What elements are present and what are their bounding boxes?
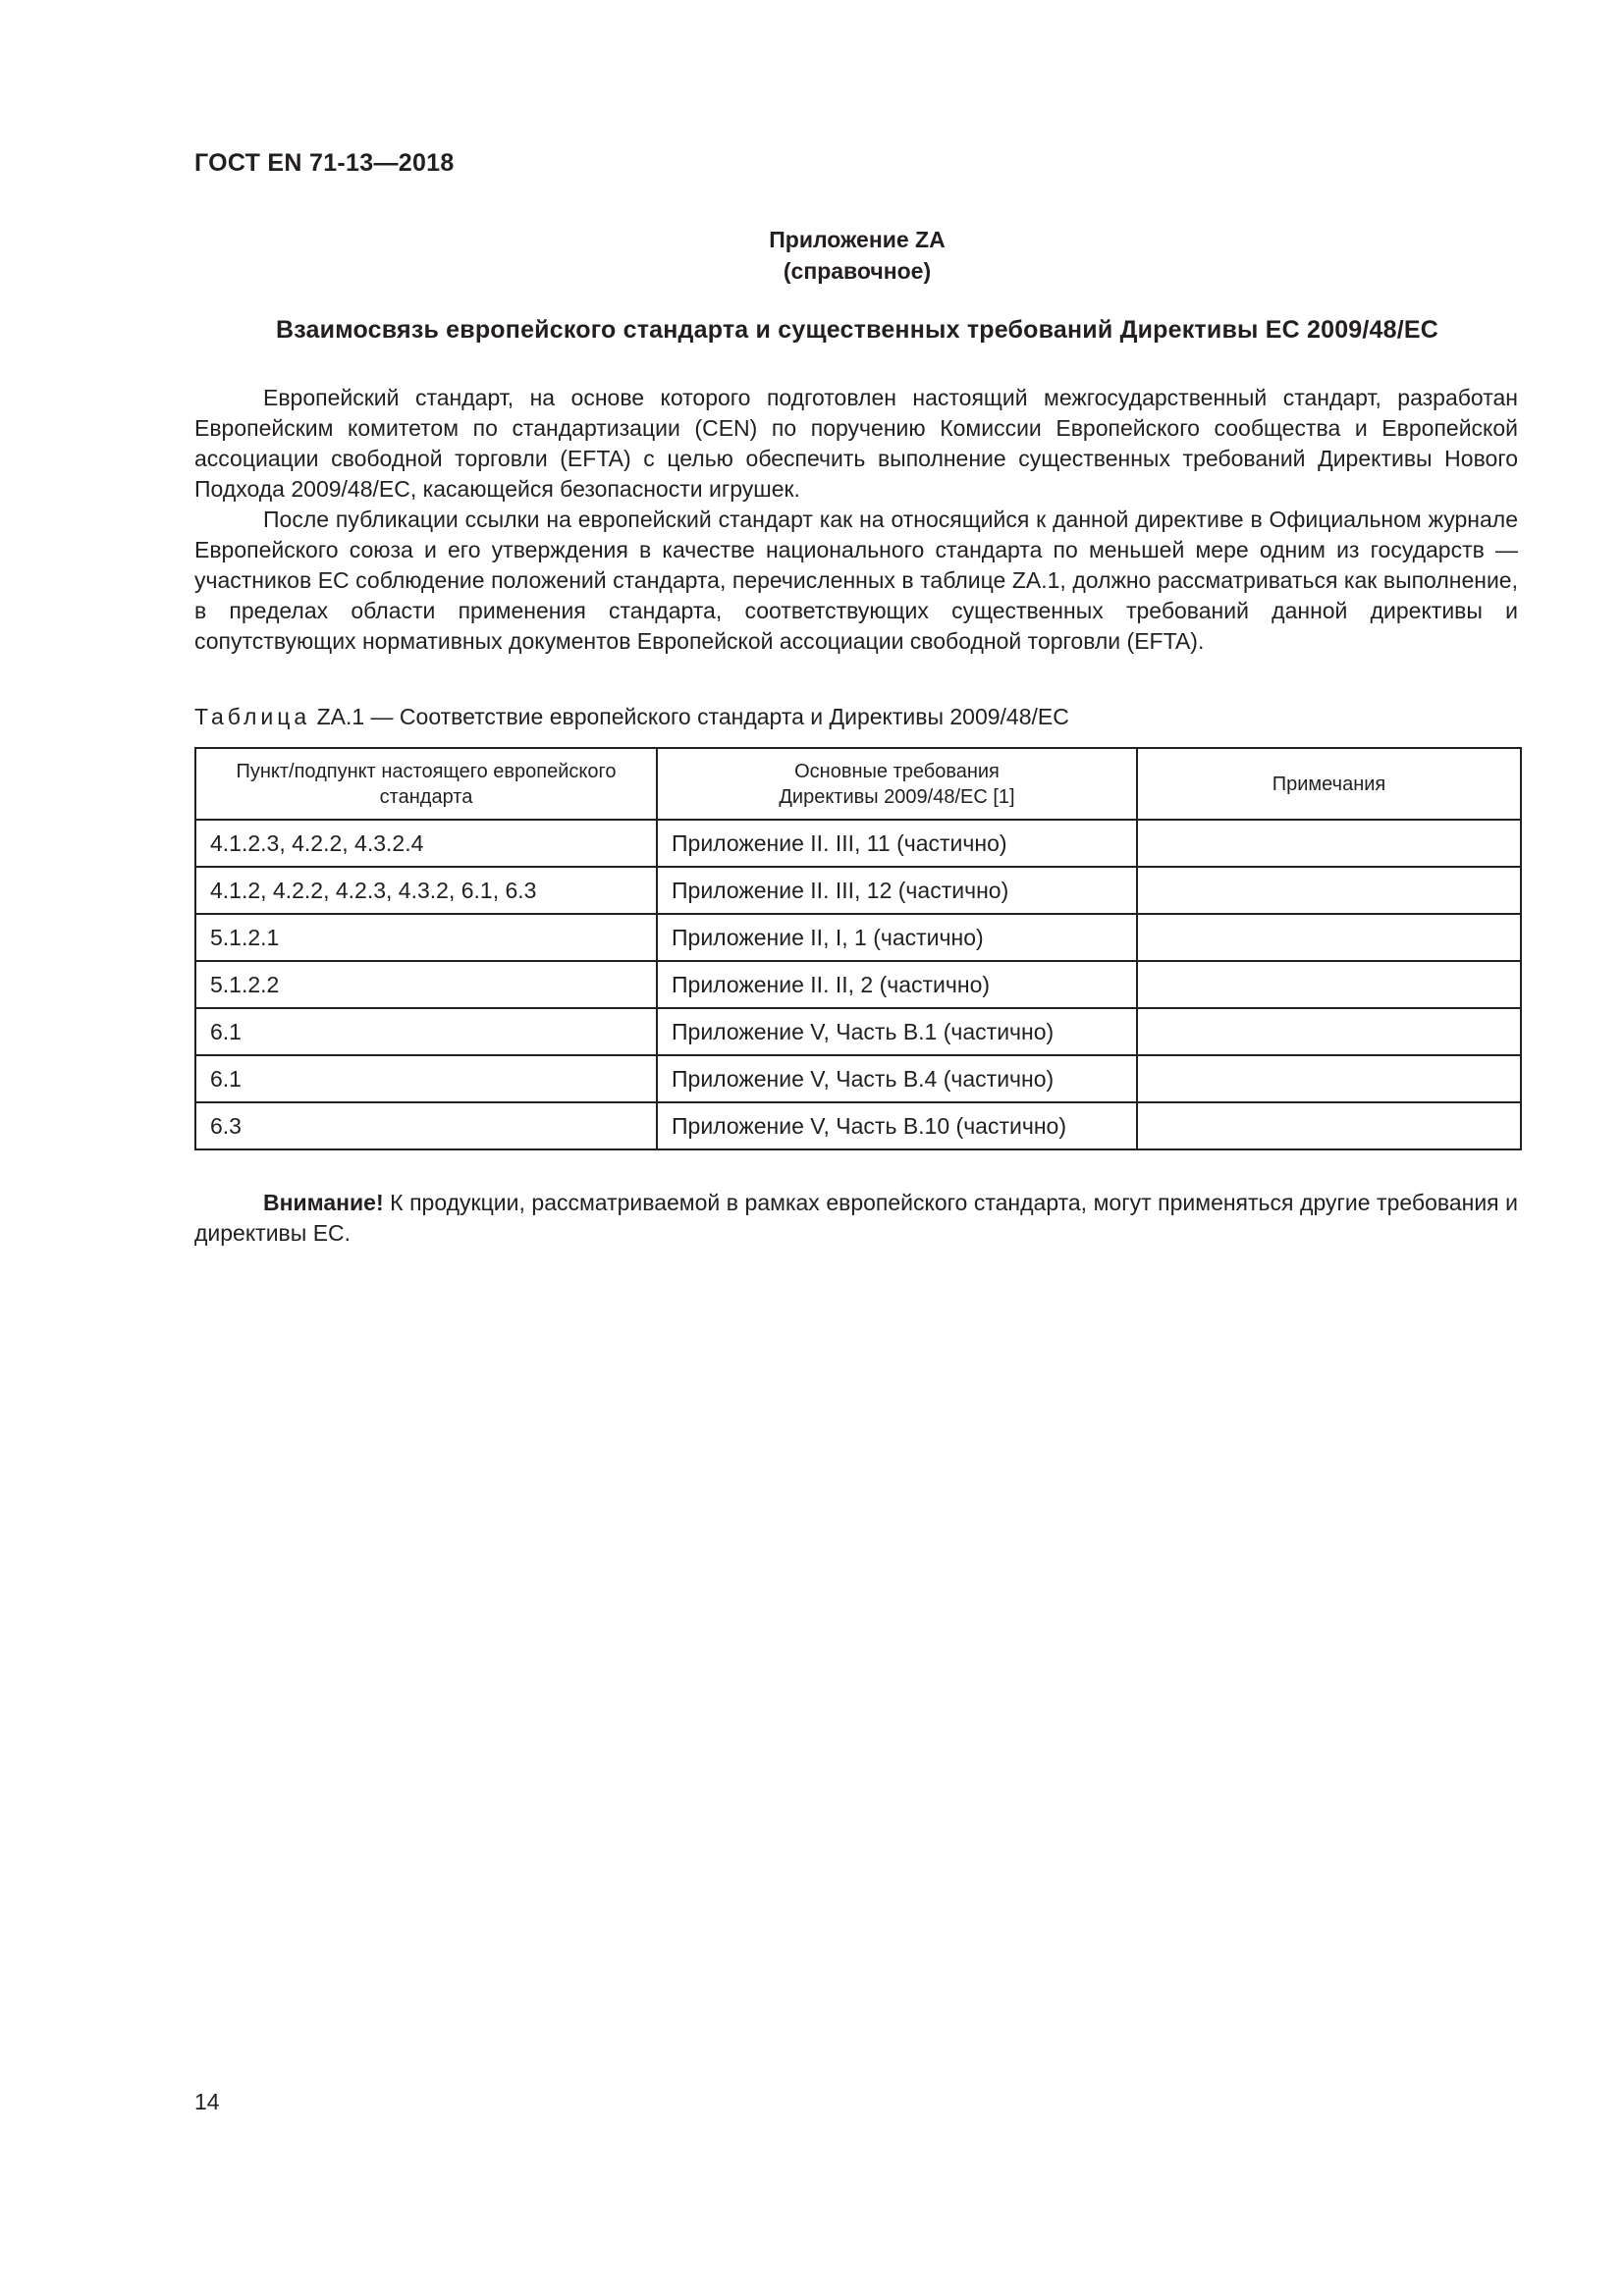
warning-note <box>194 1188 1518 1249</box>
table-header <box>195 748 1521 820</box>
appendix-title: Приложение ZA <box>769 227 946 252</box>
document-code: ГОСТ EN 71-13—2018 <box>194 149 455 177</box>
table-caption-text: ZA.1 — Соответствие европейского стандарта и Директивы 2009/48/ЕС <box>316 704 1069 729</box>
table-row <box>195 867 1521 914</box>
cell-note <box>1137 1102 1521 1149</box>
cell-note <box>1137 914 1521 961</box>
table-row <box>195 1008 1521 1055</box>
header-clause <box>195 748 657 820</box>
cell-requirement: Приложение II. III, 11 (частично) <box>657 820 1137 867</box>
paragraph-1 <box>194 383 1518 505</box>
header-clause-line2: стандарта <box>379 785 473 808</box>
table-row <box>195 914 1521 961</box>
warning-label: Внимание! <box>263 1190 384 1215</box>
cell-clause: 6.3 <box>195 1102 657 1149</box>
cell-requirement: Приложение II, I, 1 (частично) <box>657 914 1137 961</box>
table-header-row <box>195 748 1521 820</box>
cell-clause: 5.1.2.2 <box>195 961 657 1008</box>
appendix-subtitle: (справочное) <box>783 258 932 284</box>
page-number: 14 <box>194 2089 220 2114</box>
table-row <box>195 1102 1521 1149</box>
cell-clause: 6.1 <box>195 1055 657 1102</box>
section-heading: Взаимосвязь европейского стандарта и существенных требований Директивы ЕС 2009/48/ЕС <box>275 316 1439 344</box>
cell-note <box>1137 867 1521 914</box>
header-requirements <box>657 748 1137 820</box>
cell-clause: 6.1 <box>195 1008 657 1055</box>
cell-note <box>1137 820 1521 867</box>
cell-clause: 5.1.2.1 <box>195 914 657 961</box>
header-requirements-line2: Директивы 2009/48/ЕС [1] <box>779 785 1015 808</box>
table-row <box>195 1055 1521 1102</box>
table-body <box>195 820 1521 1149</box>
cell-requirement: Приложение V, Часть В.4 (частично) <box>657 1055 1137 1102</box>
table-caption <box>194 704 1069 730</box>
cell-note <box>1137 1055 1521 1102</box>
cell-requirement: Приложение II. II, 2 (частично) <box>657 961 1137 1008</box>
table-row <box>195 961 1521 1008</box>
cell-clause: 4.1.2, 4.2.2, 4.2.3, 4.3.2, 6.1, 6.3 <box>195 867 657 914</box>
paragraph-2 <box>194 505 1518 657</box>
cell-note <box>1137 961 1521 1008</box>
cell-requirement: Приложение V, Часть В.1 (частично) <box>657 1008 1137 1055</box>
header-notes-label: Примечания <box>1272 773 1386 795</box>
cell-requirement: Приложение II. III, 12 (частично) <box>657 867 1137 914</box>
cell-clause: 4.1.2.3, 4.2.2, 4.3.2.4 <box>195 820 657 867</box>
warning-text: К продукции, рассматриваемой в рамках европейского стандарта, могут применяться другие требования и директивы ЕС. <box>194 1190 1518 1246</box>
paragraph-1-text: Европейский стандарт, на основе которого подготовлен настоящий межгосударственный стандарт, разработан Европейским комитетом по стандартизации (CEN) по поручению Комиссии Европейского сообщества и Европейской ассоциации свободной торговли (EFTA) с целью обеспечить выполнение существенных требований Директивы Нового Подхода 2009/48/ЕС, касающейся безопасности игрушек. <box>194 385 1518 502</box>
table-caption-word: Таблица <box>194 704 311 729</box>
table-row <box>195 820 1521 867</box>
cell-note <box>1137 1008 1521 1055</box>
cell-requirement: Приложение V, Часть В.10 (частично) <box>657 1102 1137 1149</box>
correspondence-table <box>194 747 1522 1150</box>
header-notes <box>1137 748 1521 820</box>
paragraph-2-text: После публикации ссылки на европейский стандарт как на относящийся к данной директиве в Официальном журнале Европейского союза и его утверждения в качестве национального стандарта по меньшей мере одним из государств — участников ЕС соблюдение положений стандарта, перечисленных в таблице ZA.1, должно рассматриваться как выполнение, в пределах области применения стандарта, соответствующих существенных требований данной директивы и сопутствующих нормативных документов Европейской ассоциации свободной торговли (EFTA). <box>194 507 1518 654</box>
header-clause-line1: Пункт/подпункт настоящего европейского <box>236 760 617 782</box>
appendix-header <box>194 224 1520 287</box>
header-requirements-line1: Основные требования <box>794 760 1000 782</box>
